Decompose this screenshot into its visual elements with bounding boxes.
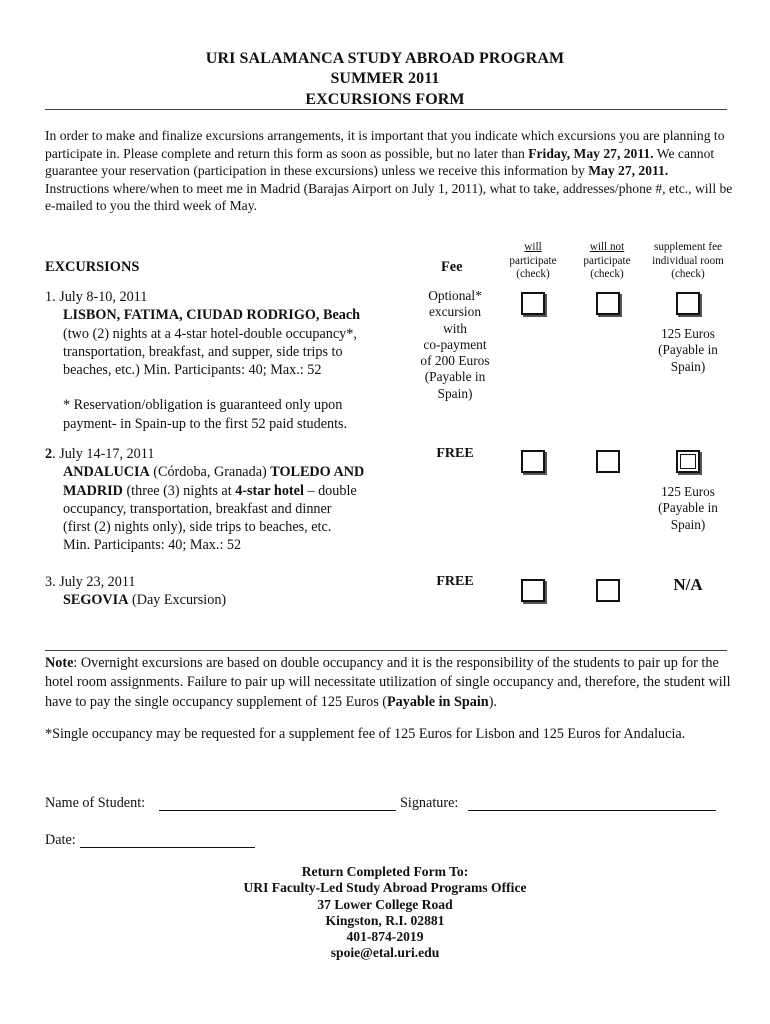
excursion-2-dest-andalucia: ANDALUCIA xyxy=(63,464,150,481)
excursion-1-desc-3: beaches, etc.) Min. Participants: 40; Max.: 52 xyxy=(63,362,322,379)
excursion-2-dest-cities: (Córdoba, Granada) xyxy=(149,464,271,481)
excursion-1-fee-line: Spain) xyxy=(437,385,473,401)
note-text: : Overnight excursions are based on double occupancy and it is the responsibility of the students to pair up for the hotel room assignments. Failure to pair up will necessitate utilization of single occupancy and, therefore, the student will have to pay the single occupancy supplement of 125 Euros ( xyxy=(45,655,731,710)
single-occupancy-note: *Single occupancy may be requested for a supplement fee of 125 Euros for Lisbon and 125 Euros for Andalucia. xyxy=(45,726,686,742)
excursion-3-description xyxy=(45,573,405,610)
will-header-line2: participate xyxy=(509,254,557,267)
excursion-2-supplement-fee xyxy=(643,484,733,533)
header-rule xyxy=(45,109,727,110)
form-title-program: URI SALAMANCA STUDY ABROAD PROGRAM xyxy=(205,50,565,67)
date-field[interactable] xyxy=(80,847,255,848)
intro-text-1: In order to make and finalize excursions arrangements, it is important that you indicate which excursions you are planning to participate in. Please complete and return this form as soon as possible, but no later than xyxy=(45,128,725,161)
excursion-1-note-1: * Reservation/obligation is guaranteed only upon xyxy=(63,397,343,414)
supp-header-line2: individual room xyxy=(652,254,724,267)
excursion-2-description xyxy=(45,445,405,555)
will-header-line3: (check) xyxy=(516,268,550,280)
excursion-1-desc-1: (two (2) nights at a 4-star hotel-double occupancy*, xyxy=(63,325,357,342)
excursion-2-supp-line: (Payable in xyxy=(658,500,718,516)
excursion-2-fee: FREE xyxy=(436,446,474,461)
signature-label: Signature: xyxy=(400,795,459,811)
section-rule xyxy=(45,650,727,651)
excursion-1-will-not-participate-checkbox[interactable] xyxy=(596,292,620,315)
willnot-header-line3: (check) xyxy=(590,268,624,280)
intro-deadline-2: May 27, 2011. xyxy=(588,163,669,179)
date-label: Date: xyxy=(45,832,76,848)
supp-header-line3: (check) xyxy=(671,268,705,280)
excursion-2-desc-1c: – double xyxy=(303,482,357,499)
excursion-2-date: . July 14-17, 2011 xyxy=(52,446,155,462)
return-city: Kingston, R.I. 02881 xyxy=(325,912,445,928)
excursion-3-dest: SEGOVIA xyxy=(63,592,129,609)
return-email: spoie@etal.uri.edu xyxy=(330,945,440,961)
intro-paragraph xyxy=(45,127,735,215)
intro-text-2: We cannot guarantee your reservation (participation in these excursions) unless we receive this information by xyxy=(45,145,715,179)
excursion-1-fee-line: (Payable in xyxy=(424,369,486,385)
willnot-header-line2: participate xyxy=(583,254,631,267)
excursion-1-fee-line: excursion xyxy=(428,304,482,320)
excursion-3-dest-type: (Day Excursion) xyxy=(128,592,227,609)
fee-column-header: Fee xyxy=(441,259,463,275)
signature-field[interactable] xyxy=(468,810,716,811)
excursion-2-desc-hotel: 4-star hotel xyxy=(235,482,304,499)
excursion-1-fee-line: of 200 Euros xyxy=(420,353,490,369)
student-name-field[interactable] xyxy=(159,810,396,811)
excursion-2-supp-line: Spain) xyxy=(670,516,706,532)
supplement-fee-header xyxy=(643,241,733,282)
will-not-participate-header xyxy=(574,241,640,282)
excursion-3-will-participate-checkbox[interactable] xyxy=(521,579,545,602)
excursion-3-date: 3. July 23, 2011 xyxy=(45,574,136,590)
excursion-3-fee: FREE xyxy=(436,574,474,589)
excursion-1-supp-line: Spain) xyxy=(670,358,706,374)
excursion-1-fee-line: with xyxy=(443,320,467,336)
excursion-1-destinations: LISBON, FATIMA, CIUDAD RODRIGO, Beach xyxy=(63,307,361,324)
excursion-1-supp-line: 125 Euros xyxy=(661,326,715,341)
willnot-header-line1: will not xyxy=(589,241,625,253)
excursion-2-supplement-checkbox[interactable] xyxy=(676,450,700,473)
will-header-line1: will xyxy=(524,241,542,253)
form-title-name: EXCURSIONS FORM xyxy=(305,91,465,108)
excursion-1-will-participate-checkbox[interactable] xyxy=(521,292,545,315)
supp-header-line1: supplement fee xyxy=(653,241,723,253)
excursion-2-desc-2: occupancy, transportation, breakfast and dinner xyxy=(63,500,332,517)
return-phone: 401-874-2019 xyxy=(346,929,424,945)
excursion-2-dest-madrid: MADRID xyxy=(63,482,123,499)
excursion-2-will-participate-checkbox[interactable] xyxy=(521,450,545,473)
excursion-1-description xyxy=(45,288,405,433)
excursion-1-fee-line: co-payment xyxy=(423,336,487,352)
note-bold-text: Payable in Spain xyxy=(386,693,489,710)
student-name-label: Name of Student: xyxy=(45,795,146,811)
form-title-term: SUMMER 2011 xyxy=(330,70,440,87)
return-heading: Return Completed Form To: xyxy=(301,864,469,879)
excursion-1-note-2: payment- in Spain-up to the first 52 paid students. xyxy=(63,415,348,432)
note-label: Note xyxy=(45,655,74,671)
excursion-1-desc-2: transportation, breakfast, and supper, side trips to xyxy=(63,343,343,360)
excursion-2-dest-toledo: TOLEDO AND xyxy=(270,464,365,481)
excursion-1-supplement-fee xyxy=(643,326,733,375)
excursion-2-will-not-participate-checkbox[interactable] xyxy=(596,450,620,473)
excursion-1-fee xyxy=(405,288,505,402)
note-end: ). xyxy=(488,693,497,710)
excursions-column-header: EXCURSIONS xyxy=(45,259,140,275)
excursion-1-supp-line: (Payable in xyxy=(658,342,718,358)
excursion-2-desc-4: Min. Participants: 40; Max.: 52 xyxy=(63,537,242,554)
excursion-3-supplement-na: N/A xyxy=(673,575,703,594)
return-office: URI Faculty-Led Study Abroad Programs Office xyxy=(243,880,527,896)
will-participate-header xyxy=(500,241,566,282)
excursion-1-fee-line: Optional* xyxy=(428,288,482,303)
excursion-2-desc-3: (first (2) nights only), side trips to beaches, etc. xyxy=(63,519,332,536)
intro-text-3: Instructions where/when to meet me in Madrid (Barajas Airport on July 1, 2011), what to take, addresses/phone #, etc., will be e-mailed to you the third week of May. xyxy=(45,180,733,214)
excursion-2-supp-line: 125 Euros xyxy=(661,484,715,499)
excursion-3-will-not-participate-checkbox[interactable] xyxy=(596,579,620,602)
intro-deadline-1: Friday, May 27, 2011. xyxy=(528,145,654,161)
return-street: 37 Lower College Road xyxy=(317,896,453,912)
return-address-block xyxy=(0,864,770,962)
excursion-1-date: 1. July 8-10, 2011 xyxy=(45,289,148,305)
occupancy-note xyxy=(45,654,735,712)
excursion-1-supplement-checkbox[interactable] xyxy=(676,292,700,315)
excursion-2-number: 2 xyxy=(45,446,53,462)
excursion-2-desc-1a: (three (3) nights at xyxy=(122,482,236,499)
